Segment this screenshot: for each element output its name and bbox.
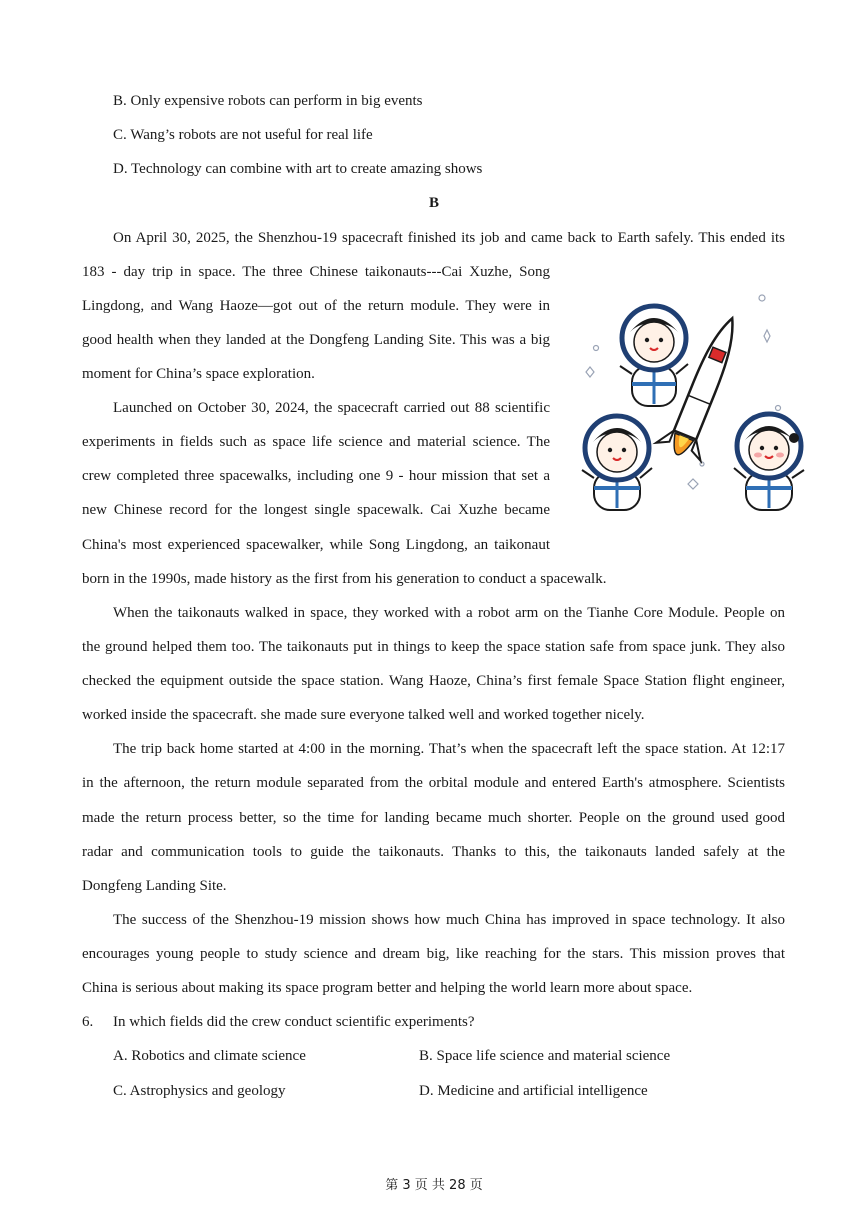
astronauts-rocket-illustration: [572, 288, 816, 520]
answer-option-c[interactable]: C. Astrophysics and geology: [113, 1083, 286, 1099]
passage-line: The trip back home started at 4:00 in the morning. That’s when the spacecraft left the space station. At 12:17: [113, 741, 785, 757]
passage-line: worked inside the spacecraft. she made sure everyone talked well and worked together nicely.: [82, 707, 645, 723]
passage-line: born in the 1990s, made history as the first from his generation to conduct a spacewalk.: [82, 571, 607, 587]
passage-line: experiments in fields such as space life science and material science. The: [82, 434, 550, 450]
passage-line: checked the equipment outside the space station. Wang Haoze, China’s first female Space Station flight engineer,: [82, 673, 785, 689]
prev-option-b[interactable]: B. Only expensive robots can perform in big events: [113, 93, 423, 109]
section-label: B: [428, 195, 439, 211]
passage-line: encourages young people to study science and dream big, like reaching for the stars. This mission proves that: [82, 946, 785, 962]
passage-line: China is serious about making its space program better and helping the world learn more about space.: [82, 980, 693, 996]
passage-line: crew completed three spacewalks, including one 9 - hour mission that set a: [82, 468, 550, 484]
passage-line: Launched on October 30, 2024, the spacecraft carried out 88 scientific: [113, 400, 550, 416]
passage-line: China's most experienced spacewalker, while Song Lingdong, an taikonaut: [82, 537, 550, 553]
prev-option-c[interactable]: C. Wang’s robots are not useful for real life: [113, 127, 373, 143]
answer-option-b[interactable]: B. Space life science and material science: [419, 1048, 671, 1064]
astronaut-top: [620, 306, 688, 406]
passage-line: When the taikonauts walked in space, they worked with a robot arm on the Tianhe Core Module. People on: [113, 605, 785, 621]
passage-line: moment for China’s space exploration.: [82, 366, 315, 382]
passage-line: new Chinese record for the longest single spacewalk. Cai Xuzhe became: [82, 502, 550, 518]
passage-line: the ground helped them too. The taikonauts put in things to keep the space station safe from space junk. They also: [82, 639, 785, 655]
answer-option-a[interactable]: A. Robotics and climate science: [113, 1048, 306, 1064]
passage-line: good health when they landed at the Dongfeng Landing Site. This was a big: [82, 332, 550, 348]
passage-line: made the return process better, so the time for landing became much shorter. People on the ground used good: [82, 810, 785, 826]
astronaut-right: [734, 414, 804, 510]
answer-option-d[interactable]: D. Medicine and artificial intelligence: [419, 1083, 648, 1099]
passage-line: radar and communication tools to guide the taikonauts. Thanks to this, the taikonauts landed safely at the: [82, 844, 785, 860]
question-number: 6.: [82, 1014, 94, 1030]
passage-line: in the afternoon, the return module separated from the orbital module and entered Earth's atmosphere. Scientists: [82, 775, 785, 791]
astronaut-left: [582, 416, 652, 510]
passage-line: On April 30, 2025, the Shenzhou-19 spacecraft finished its job and came back to Earth safely. This ended its: [113, 230, 785, 246]
passage-line: Lingdong, and Wang Haoze—got out of the return module. They were in: [82, 298, 550, 314]
page-footer: 第 3 页 共 28 页: [385, 1178, 483, 1193]
passage-line: Dongfeng Landing Site.: [82, 878, 227, 894]
question-text: In which fields did the crew conduct scientific experiments?: [113, 1014, 475, 1030]
passage-line: 183 - day trip in space. The three Chinese taikonauts---Cai Xuzhe, Song: [82, 264, 550, 280]
prev-option-d[interactable]: D. Technology can combine with art to create amazing shows: [113, 161, 483, 177]
passage-line: The success of the Shenzhou-19 mission shows how much China has improved in space technology. It also: [113, 912, 785, 928]
